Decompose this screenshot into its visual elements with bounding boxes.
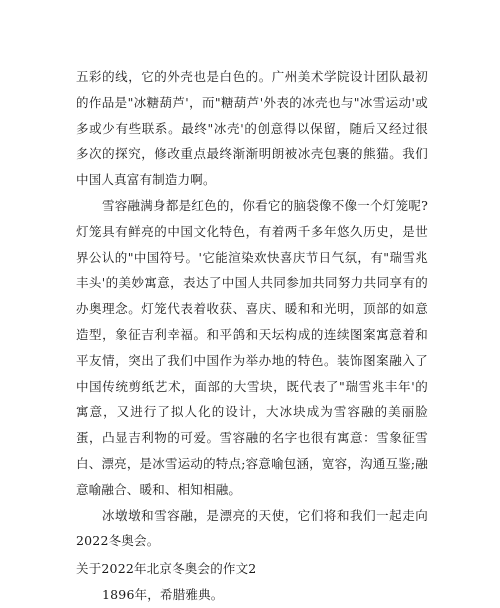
paragraph-athens-1896: 1896年，希腊雅典。 (102, 586, 224, 602)
paragraph-closing: 冰墩墩和雪容融，是漂亮的天使，它们将和我们一起走向2022冬奥会。 (76, 507, 428, 549)
paragraph-mascot-shell: 五彩的线，它的外壳也是白色的。广州美术学院设计团队最初的作品是"冰糖葫芦'，而"糖葫芦'外表的冰壳也与"冰雪运动'或多或少有些联系。最终"冰壳'的创意得以保留，随后又经过很多次的探究，修改重点最终渐渐明朗被冰壳包裹的熊猫。我们中国人真富有制造力啊。 (76, 69, 428, 188)
essay-title: 关于2022年北京冬奥会的作文2 (76, 561, 257, 577)
document-body (76, 64, 428, 608)
paragraph-xue-rong-rong: 雪容融满身都是红色的，你看它的脑袋像不像一个灯笼呢?灯笼具有鲜亮的中国文化特色，有着两千多年悠久历史，是世界公认的"中国符号。'它能渲染欢快喜庆节日气氛，有"瑞雪兆丰头'的美妙寓意，表达了中国人共同参加共同努力共同享有的办奥理念。灯笼代表着收获、喜庆、暖和和光明，顶部的如意造型，象征吉利幸福。和平鸽和天坛构成的连续图案寓意着和平友情，突出了我们中国作为举办地的特色。装饰图案融入了中国传统剪纸艺术，面部的大雪块，既代表了"瑞雪兆丰年'的寓意，又进行了拟人化的设计，大冰块成为雪容融的美丽脸蛋，凸显吉利物的可爱。雪容融的名字也很有寓意：雪象征雪白、漂亮，是冰雪运动的特点;容意喻包涵，宽容，沟通互鉴;融意喻融合、暖和、相知相融。 (76, 197, 428, 497)
